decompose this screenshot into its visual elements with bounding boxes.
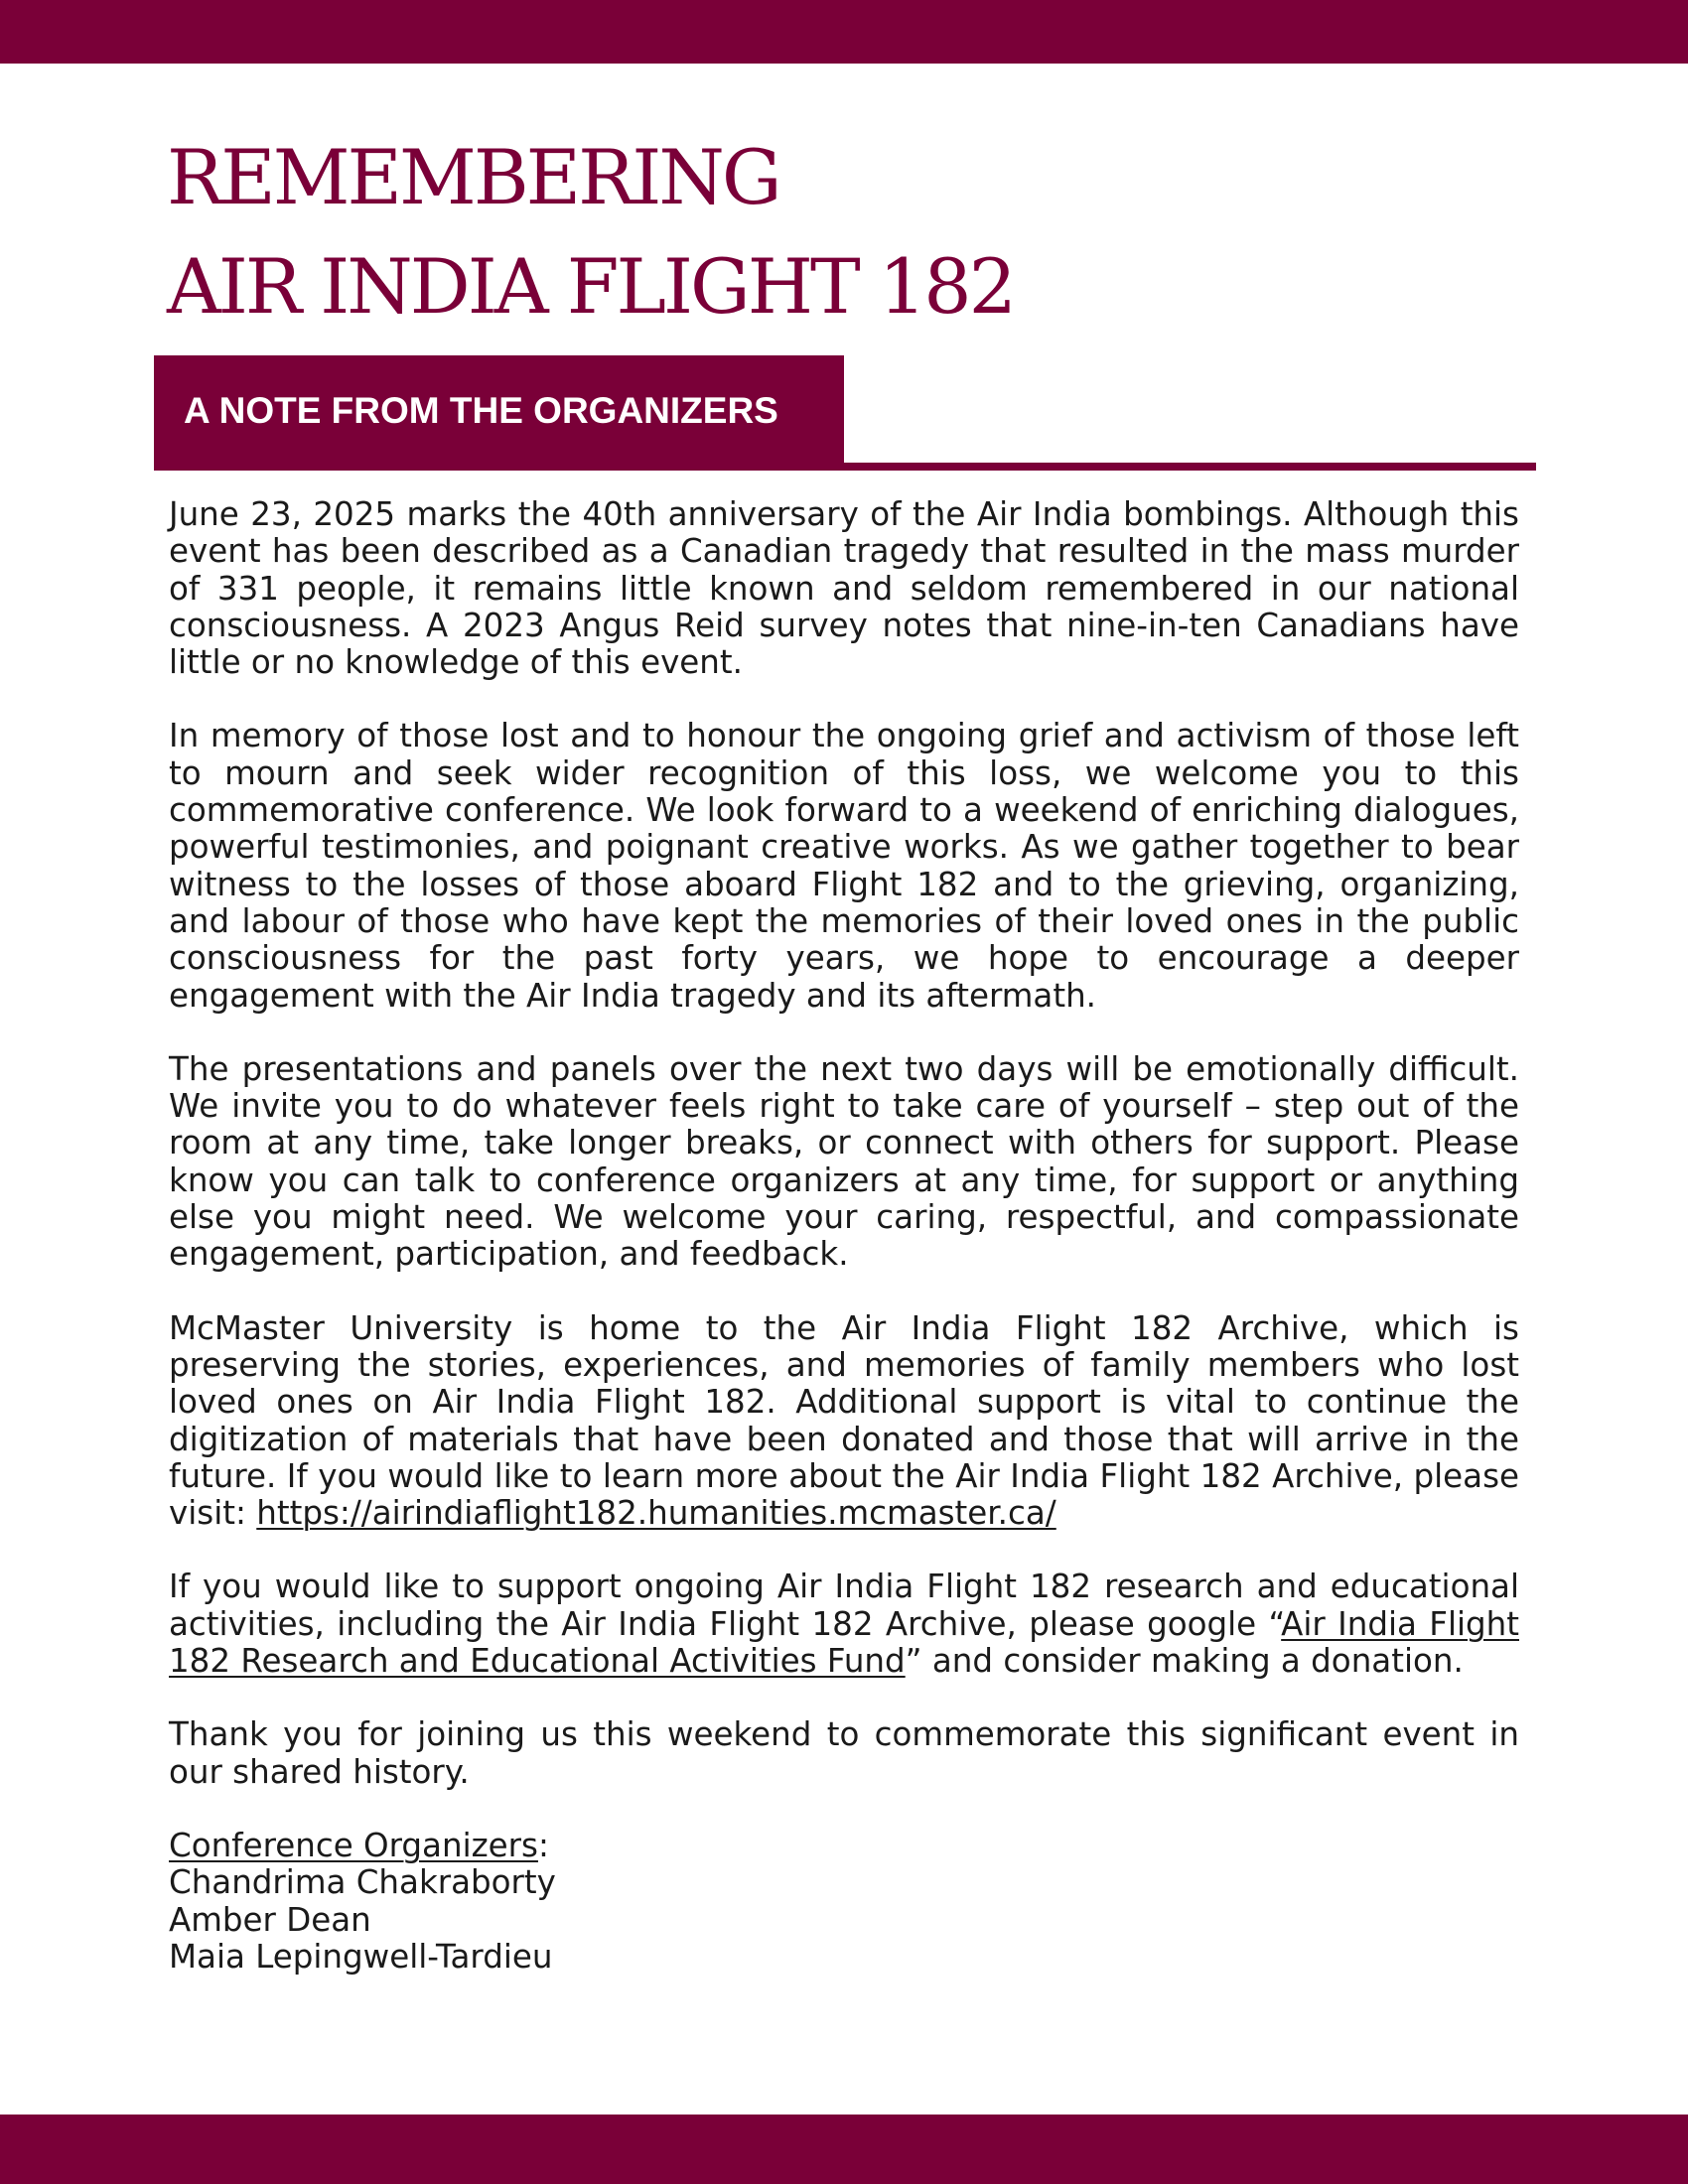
organizer-name-2: Amber Dean	[169, 1900, 371, 1939]
section-heading: A NOTE FROM THE ORGANIZERS	[154, 355, 844, 470]
donation-text-before: If you would like to support ongoing Air India Flight 182 research and educational activities, including the Air India Flight 182 Archive, please google “	[169, 1568, 1519, 1643]
paragraph-thanks: Thank you for joining us this weekend to commemorate this significant event in our shared history.	[169, 1715, 1519, 1791]
donation-text-after: ” and consider making a donation.	[905, 1642, 1464, 1681]
archive-link[interactable]: https://airindiaflight182.humanities.mcmaster.ca/	[256, 1494, 1056, 1533]
organizer-name-3: Maia Lepingwell-Tardieu	[169, 1937, 553, 1976]
signoff-colon: :	[537, 1826, 549, 1864]
top-accent-bar	[0, 0, 1688, 64]
signoff-block	[169, 1828, 1519, 1976]
paragraph-wellbeing: The presentations and panels over the next two days will be emotionally difficult. We invite you to do whatever feels right to take care of yourself – step out of the room at any time, take longer breaks, or connect with others for support. Please know you can talk to conference organizers at any time, for support or anything else you might need. We welcome your caring, respectful, and compassionate engagement, participation, and feedback.	[169, 1049, 1519, 1274]
page-title	[167, 123, 1458, 341]
section-divider	[154, 463, 1536, 471]
signoff-label: Conference Organizers	[169, 1826, 538, 1864]
paragraph-donation	[169, 1569, 1519, 1680]
paragraph-archive	[169, 1310, 1519, 1533]
donation-fund-link[interactable]: Air India Flight 182 Research and Educational Activities Fund	[169, 1604, 1519, 1681]
organizer-name-1: Chandrima Chakraborty	[169, 1863, 556, 1902]
bottom-accent-bar	[0, 2115, 1688, 2184]
signoff-heading	[169, 1828, 1519, 1864]
paragraph-welcome: In memory of those lost and to honour the ongoing grief and activism of those left to mourn and seek wider recognition of this loss, we welcome you to this commemorative conference. We look forward to a weekend of enriching dialogues, powerful testimonies, and poignant creative works. As we gather together to bear witness to the losses of those aboard Flight 182 and to the grieving, organizing, and labour of those who have kept the memories of their loved ones in the public consciousness for the past forty years, we hope to encourage a deeper engagement with the Air India tragedy and its aftermath.	[169, 717, 1519, 1015]
archive-text: McMaster University is home to the Air India Flight 182 Archive, which is preserving the stories, experiences, and memories of family members who lost loved ones on Air India Flight 182. Additional support is vital to continue the digitization of materials that have been donated and those that will arrive in the future. If you would like to learn more about the Air India Flight 182 Archive, please visit:	[169, 1308, 1519, 1533]
letter-body	[169, 496, 1519, 1976]
paragraph-anniversary: June 23, 2025 marks the 40th anniversary of the Air India bombings. Although this event has been described as a Canadian tragedy that resulted in the mass murder of 331 people, it remains little known and seldom remembered in our national consciousness. A 2023 Angus Reid survey notes that nine-in-ten Canadians have little or no knowledge of this event.	[169, 495, 1519, 682]
title-line-2: AIR INDIA FLIGHT 182	[167, 242, 1014, 331]
title-line-1: REMEMBERING	[167, 133, 779, 221]
